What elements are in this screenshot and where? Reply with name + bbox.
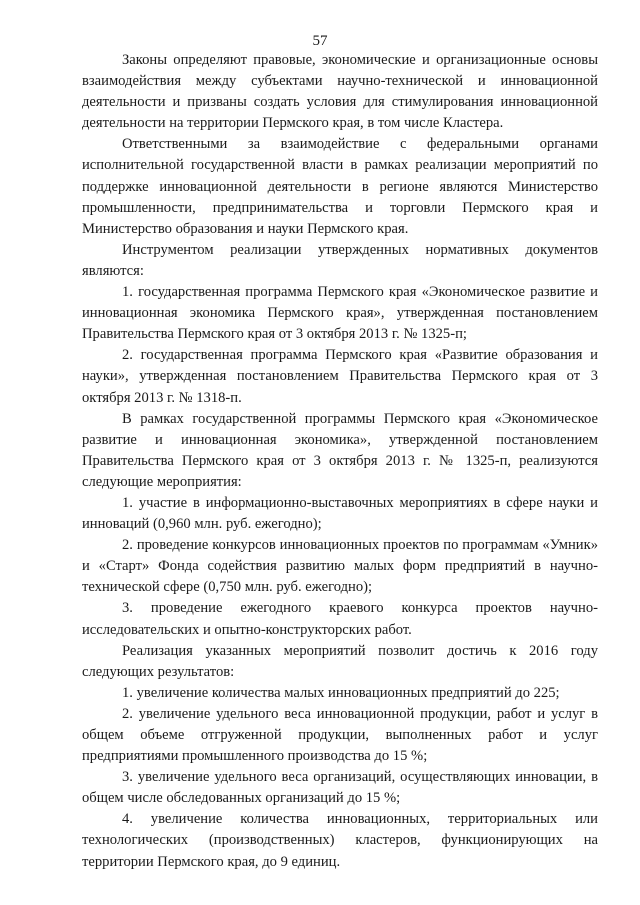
list-item-activity-exhibitions: 1. участие в информационно-выставочных мероприятиях в сфере науки и инноваций (0,960 млн. руб. ежегодно); [82,494,598,533]
list-item-activity-contests: 2. проведение конкурсов инновационных проектов по программам «Умник» и «Старт» Фонда содействия развитию малых форм предприятий в научно-технической сфере (0,750 млн. руб. ежегодно); [82,537,598,596]
list-item-result-small-enterprises: 1. увеличение количества малых инновационных предприятий до 225; [122,684,560,701]
page-number: 57 [312,33,328,49]
paragraph-instruments-intro: Инструментом реализации утвержденных нормативных документов являются: [82,241,598,279]
paragraph-responsible-ministries: Ответственными за взаимодействие с федеральными органами исполнительной государственной власти в рамках реализации мероприятий по поддержке инновационной деятельности в регионе являются Министерство промышленности, предпринимательства и торговли Пермского края и Министерство образования и науки Пермского края. [82,136,598,237]
list-item-program-education: 2. государственная программа Пермского края «Развитие образования и науки», утвержденная постановлением Правительства Пермского края от 3 октября 2013 г. № 1318-п. [82,347,598,406]
paragraph-results-intro: Реализация указанных мероприятий позволит достичь к 2016 году следующих результатов: [82,642,598,680]
list-item-result-clusters: 4. увеличение количества инновационных, территориальных или технологических (производственных) кластеров, функционирующих на территории Пермского края, до 9 единиц. [82,811,598,870]
list-item-result-innovative-organizations: 3. увеличение удельного веса организаций, осуществляющих инновации, в общем числе обследованных организаций до 15 %; [82,769,598,807]
list-item-result-innovative-products: 2. увеличение удельного веса инновационной продукции, работ и услуг в общем объеме отгруженной продукции, выполненных работ и услуг предприятиями промышленного производства до 15 %; [82,705,598,765]
list-item-activity-rnd-contest: 3. проведение ежегодного краевого конкурса проектов научно-исследовательских и опытно-конструкторских работ. [82,600,598,638]
list-item-program-economic: 1. государственная программа Пермского края «Экономическое развитие и инновационная экономика Пермского края», утвержденная постановлением Правительства Пермского края от 3 октября 2013 г. № 1325-п; [82,284,598,343]
paragraph-laws: Законы определяют правовые, экономические и организационные основы взаимодействия между субъектами научно-технической и инновационной деятельности и призваны создать условия для стимулирования инновационной деятельности на территории Пермского края, в том числе Кластера. [82,52,598,132]
document-body [82,50,598,873]
paragraph-program-activities-intro: В рамках государственной программы Пермского края «Экономическое развитие и инновационная экономика», утвержденной постановлением Правительства Пермского края от 3 октября 2013 г. № 1325-п, реализуются следующие мероприятия: [82,410,598,490]
